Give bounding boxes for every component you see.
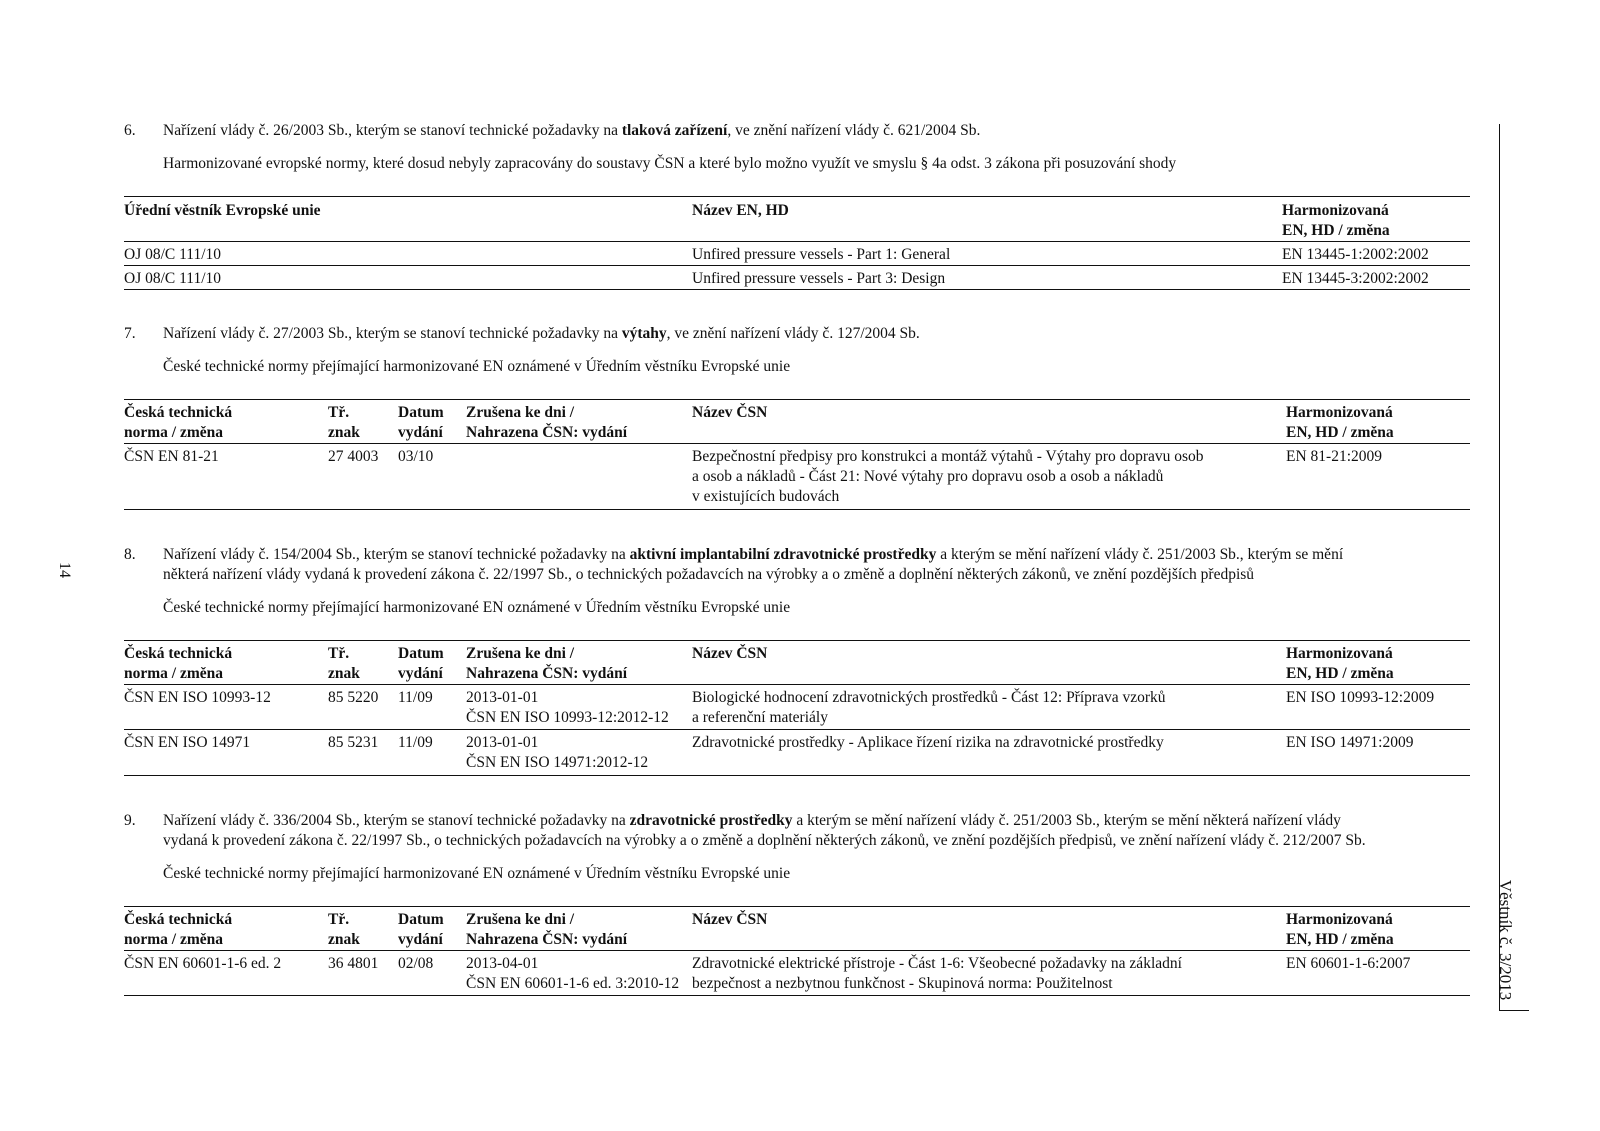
table-cell: a referenční materiály — [692, 709, 828, 726]
col-header-zrusena: Zrušena ke dni / — [466, 911, 575, 928]
heading-text: a kterým se mění nařízení vlády č. 251/2003 Sb., kterým se mění — [936, 546, 1344, 563]
table-cell: 03/10 — [398, 448, 434, 465]
heading-text: a kterým se mění nařízení vlády č. 251/2003 Sb., kterým se mění některá nařízení vlády — [792, 812, 1341, 829]
col-header-znak-2: znak — [328, 931, 360, 948]
col-header-datum-2: vydání — [398, 931, 443, 948]
table-cell: OJ 08/C 111/10 — [124, 246, 222, 263]
col-header-znak-2: znak — [328, 424, 360, 441]
table-rule — [124, 196, 1470, 197]
col-header-norma-2: norma / změna — [124, 931, 224, 948]
col-header-zrusena: Zrušena ke dni / — [466, 404, 575, 421]
section-number: 8. — [124, 546, 136, 563]
col-header-datum: Datum — [398, 404, 444, 421]
col-header-znak: Tř. — [328, 404, 350, 421]
table-cell: Unfired pressure vessels - Part 3: Design — [692, 270, 946, 287]
col-header-zrusena-2: Nahrazena ČSN: vydání — [466, 931, 628, 948]
section-subheading: Harmonizované evropské normy, které dosud nebyly zapracovány do soustavy ČSN a které bylo možno využít ve smyslu § 4a odst. 3 zákona při posuzování shody — [163, 155, 1177, 172]
table-rule — [124, 995, 1470, 996]
col-header-harmonizovana: Harmonizovaná — [1286, 404, 1393, 421]
table-rule — [124, 241, 1470, 242]
table-cell: Zdravotnické prostředky - Aplikace řízení rizika na zdravotnické prostředky — [692, 734, 1164, 751]
table-cell: v existujících budovách — [692, 488, 840, 505]
table-cell: ČSN EN 60601-1-6 ed. 3:2010-12 — [466, 975, 680, 992]
table-rule — [124, 906, 1470, 907]
heading-text: Nařízení vlády č. 336/2004 Sb., kterým se stanoví technické požadavky na — [163, 812, 630, 829]
col-header-datum-2: vydání — [398, 424, 443, 441]
table-cell: 2013-01-01 — [466, 689, 539, 706]
table-cell: a osob a nákladů - Část 21: Nové výtahy pro dopravu osob a osob a nákladů — [692, 468, 1164, 485]
table-cell: 11/09 — [398, 734, 433, 751]
table-cell: EN 13445-3:2002:2002 — [1282, 270, 1429, 287]
table-rule — [124, 509, 1470, 510]
table-cell: 27 4003 — [328, 448, 379, 465]
heading-text: , ve znění nařízení vlády č. 127/2004 Sb. — [666, 325, 920, 342]
table-cell: Biologické hodnocení zdravotnických prostředků - Část 12: Příprava vzorků — [692, 689, 1166, 706]
table-rule — [124, 729, 1470, 730]
table-cell: 2013-04-01 — [466, 955, 539, 972]
heading-bold-text: tlaková zařízení — [621, 122, 728, 139]
page-number: 14 — [56, 562, 73, 578]
table-cell: 85 5220 — [328, 689, 379, 706]
table-cell: Unfired pressure vessels - Part 1: General — [692, 246, 951, 263]
table-cell: EN 13445-1:2002:2002 — [1282, 246, 1429, 263]
journal-title: Věstník č. 3/2013 — [1496, 879, 1515, 1001]
col-header-harmonizovana-2: EN, HD / změna — [1282, 222, 1390, 239]
col-header-harmonizovana: Harmonizovaná — [1286, 645, 1393, 662]
section-number: 7. — [124, 325, 136, 342]
col-header-harmonizovana-2: EN, HD / změna — [1286, 931, 1394, 948]
col-header-datum: Datum — [398, 645, 444, 662]
side-rule-end — [1499, 1010, 1529, 1011]
col-header-znak: Tř. — [328, 645, 350, 662]
col-header-nazev: Název ČSN — [692, 911, 768, 928]
section-heading — [163, 324, 1473, 344]
section-number: 9. — [124, 812, 136, 829]
table-cell: 02/08 — [398, 955, 434, 972]
col-header-oj: Úřední věstník Evropské unie — [124, 202, 321, 219]
heading-bold-text: aktivní implantabilní zdravotnické prostředky — [629, 546, 937, 563]
section-heading — [163, 121, 1473, 141]
table-cell: Zdravotnické elektrické přístroje - Část 1-6: Všeobecné požadavky na základní — [692, 955, 1182, 972]
table-cell: 36 4801 — [328, 955, 379, 972]
section-heading — [163, 811, 1473, 831]
section-subheading: České technické normy přejímající harmonizované EN oznámené v Úředním věstníku Evropské unie — [163, 599, 791, 616]
heading-text: Nařízení vlády č. 26/2003 Sb., kterým se stanoví technické požadavky na — [163, 122, 622, 139]
table-cell: EN ISO 10993-12:2009 — [1286, 689, 1435, 706]
table-rule — [124, 399, 1470, 400]
table-cell: EN ISO 14971:2009 — [1286, 734, 1414, 751]
section-heading — [163, 545, 1473, 565]
table-rule — [124, 640, 1470, 641]
col-header-znak: Tř. — [328, 911, 350, 928]
col-header-norma: Česká technická — [124, 404, 233, 421]
table-cell: 11/09 — [398, 689, 433, 706]
col-header-datum-2: vydání — [398, 665, 443, 682]
col-header-harmonizovana-2: EN, HD / změna — [1286, 665, 1394, 682]
col-header-harmonizovana: Harmonizovaná — [1282, 202, 1389, 219]
table-cell: bezpečnost a nezbytnou funkčnost - Skupinová norma: Použitelnost — [692, 975, 1113, 992]
table-cell: ČSN EN 81-21 — [124, 448, 219, 465]
col-header-norma: Česká technická — [124, 645, 233, 662]
table-cell: 2013-01-01 — [466, 734, 539, 751]
table-cell: OJ 08/C 111/10 — [124, 270, 222, 287]
col-header-harmonizovana-2: EN, HD / změna — [1286, 424, 1394, 441]
table-rule — [124, 775, 1470, 776]
col-header-norma: Česká technická — [124, 911, 233, 928]
table-rule — [124, 684, 1470, 685]
table-cell: ČSN EN 60601-1-6 ed. 2 — [124, 955, 282, 972]
heading-text: Nařízení vlády č. 154/2004 Sb., kterým se stanoví technické požadavky na — [163, 546, 630, 563]
section-subheading: České technické normy přejímající harmonizované EN oznámené v Úředním věstníku Evropské unie — [163, 865, 791, 882]
col-header-nazev: Název EN, HD — [692, 202, 789, 219]
table-rule — [124, 265, 1470, 266]
table-cell: ČSN EN ISO 14971 — [124, 734, 251, 751]
heading-text: , ve znění nařízení vlády č. 621/2004 Sb. — [727, 122, 981, 139]
col-header-nazev: Název ČSN — [692, 404, 768, 421]
heading-bold-text: zdravotnické prostředky — [629, 812, 793, 829]
table-cell: ČSN EN ISO 10993-12 — [124, 689, 271, 706]
table-cell: EN 60601-1-6:2007 — [1286, 955, 1411, 972]
col-header-norma-2: norma / změna — [124, 424, 224, 441]
table-cell: ČSN EN ISO 10993-12:2012-12 — [466, 709, 669, 726]
table-cell: 85 5231 — [328, 734, 379, 751]
col-header-znak-2: znak — [328, 665, 360, 682]
col-header-datum: Datum — [398, 911, 444, 928]
table-cell: Bezpečnostní předpisy pro konstrukci a montáž výtahů - Výtahy pro dopravu osob — [692, 448, 1204, 465]
col-header-zrusena-2: Nahrazena ČSN: vydání — [466, 665, 628, 682]
section-subheading: České technické normy přejímající harmonizované EN oznámené v Úředním věstníku Evropské unie — [163, 358, 791, 375]
heading-text: Nařízení vlády č. 27/2003 Sb., kterým se stanoví technické požadavky na — [163, 325, 622, 342]
section-heading-line2: některá nařízení vlády vydaná k provedení zákona č. 22/1997 Sb., o technických požadavcích na výrobky a o změně a doplnění některých zákonů, ve znění pozdějších předpisů — [163, 566, 1255, 583]
table-cell: ČSN EN ISO 14971:2012-12 — [466, 754, 649, 771]
col-header-nazev: Název ČSN — [692, 645, 768, 662]
section-number: 6. — [124, 122, 136, 139]
table-rule — [124, 289, 1470, 290]
table-rule — [124, 443, 1470, 444]
col-header-zrusena: Zrušena ke dni / — [466, 645, 575, 662]
table-cell: EN 81-21:2009 — [1286, 448, 1383, 465]
table-rule — [124, 950, 1470, 951]
col-header-harmonizovana: Harmonizovaná — [1286, 911, 1393, 928]
section-heading-line2: vydaná k provedení zákona č. 22/1997 Sb., o technických požadavcích na výrobky a o změně a doplnění některých zákonů, ve znění pozdějších předpisů, ve znění nařízení vlády č. 212/2007 Sb. — [163, 832, 1366, 849]
col-header-zrusena-2: Nahrazena ČSN: vydání — [466, 424, 628, 441]
col-header-norma-2: norma / změna — [124, 665, 224, 682]
heading-bold-text: výtahy — [621, 325, 667, 342]
